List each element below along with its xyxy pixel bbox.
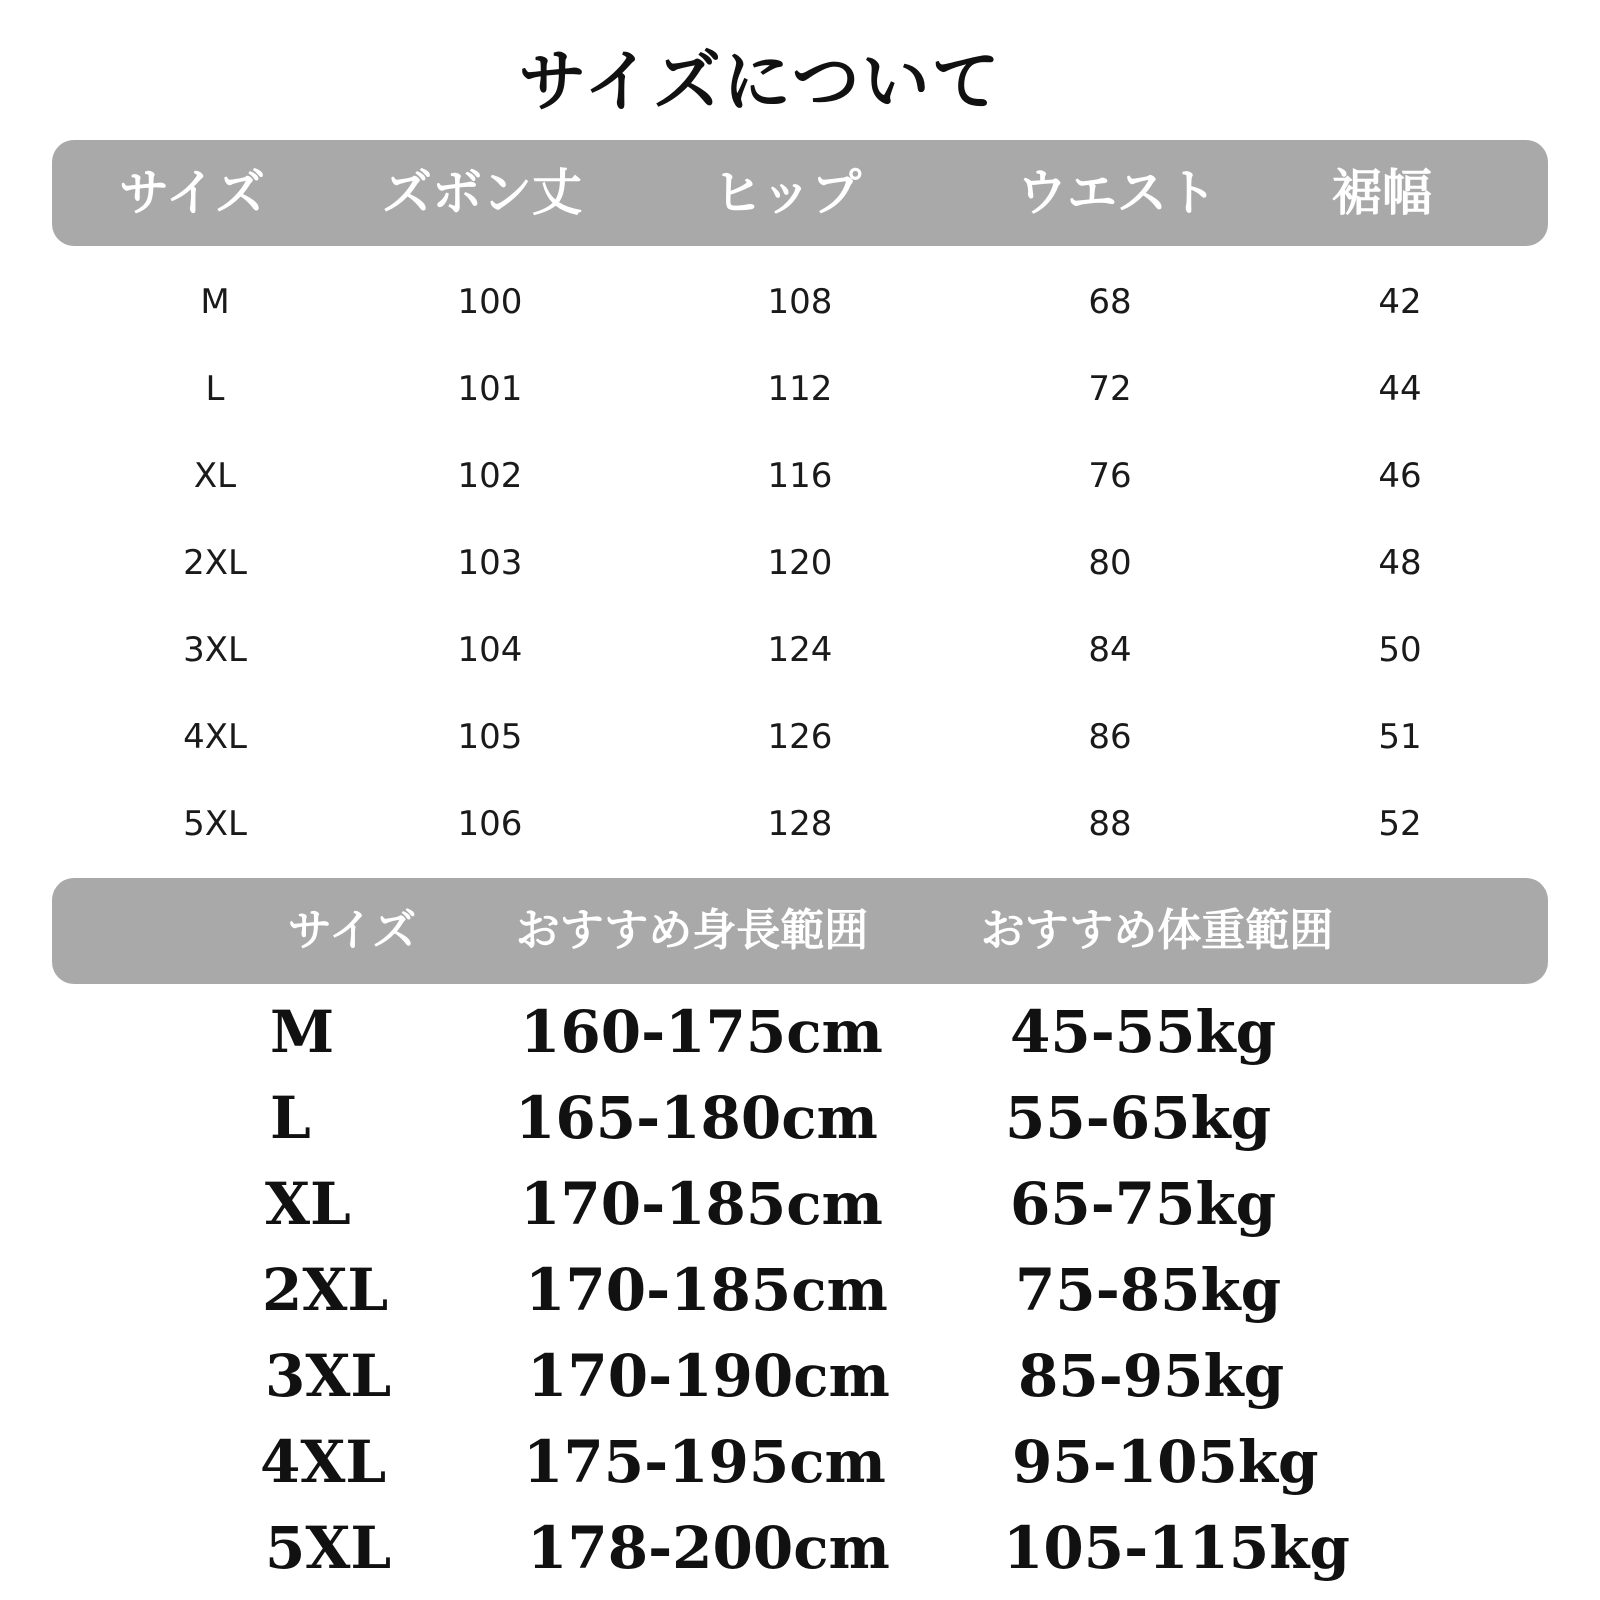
cell-hip: 116 <box>767 456 833 496</box>
header-recommended-height: おすすめ身長範囲 <box>515 905 869 956</box>
cell-hip: 108 <box>767 282 833 322</box>
measure-row <box>0 272 1600 332</box>
cell-hem-width: 44 <box>1378 369 1422 409</box>
cell-size: 4XL <box>183 717 247 757</box>
recommend-row <box>0 1078 1600 1158</box>
cell-weight-range: 85-95kg <box>1018 1342 1285 1410</box>
cell-size: M <box>270 998 335 1066</box>
cell-pants-length: 104 <box>457 630 523 670</box>
cell-hip: 128 <box>767 804 833 844</box>
cell-hip: 112 <box>767 369 833 409</box>
cell-size: XL <box>265 1170 351 1238</box>
cell-weight-range: 55-65kg <box>1005 1084 1272 1152</box>
cell-hem-width: 46 <box>1378 456 1422 496</box>
cell-pants-length: 102 <box>457 456 523 496</box>
header-size: サイズ <box>287 905 417 956</box>
cell-waist: 86 <box>1088 717 1132 757</box>
recommend-row <box>0 1336 1600 1416</box>
cell-height-range: 165-180cm <box>515 1084 878 1152</box>
cell-size: 5XL <box>265 1514 392 1582</box>
cell-size: L <box>205 369 225 409</box>
cell-pants-length: 101 <box>457 369 523 409</box>
header-waist: ウエスト <box>1017 163 1217 222</box>
cell-height-range: 170-185cm <box>525 1256 888 1324</box>
recommend-row <box>0 1164 1600 1244</box>
cell-hem-width: 50 <box>1378 630 1422 670</box>
recommend-table-header <box>52 878 1548 984</box>
cell-size: M <box>200 282 230 322</box>
header-pants-length: ズボン丈 <box>382 163 582 222</box>
cell-weight-range: 105-115kg <box>1003 1514 1350 1582</box>
cell-waist: 84 <box>1088 630 1132 670</box>
recommend-row <box>0 992 1600 1072</box>
recommend-row <box>0 1422 1600 1502</box>
cell-pants-length: 100 <box>457 282 523 322</box>
cell-size: 2XL <box>262 1256 389 1324</box>
cell-waist: 76 <box>1088 456 1132 496</box>
cell-size: 2XL <box>183 543 247 583</box>
cell-pants-length: 105 <box>457 717 523 757</box>
header-recommended-weight: おすすめ体重範囲 <box>980 905 1334 956</box>
cell-waist: 72 <box>1088 369 1132 409</box>
cell-weight-range: 95-105kg <box>1012 1428 1319 1496</box>
cell-waist: 68 <box>1088 282 1132 322</box>
cell-weight-range: 45-55kg <box>1010 998 1277 1066</box>
measure-row <box>0 620 1600 680</box>
header-size: サイズ <box>119 163 265 222</box>
cell-size: XL <box>193 456 237 496</box>
cell-waist: 88 <box>1088 804 1132 844</box>
page-title: サイズについて <box>518 42 1002 122</box>
cell-height-range: 170-190cm <box>527 1342 890 1410</box>
cell-hip: 120 <box>767 543 833 583</box>
cell-size: 5XL <box>183 804 247 844</box>
cell-pants-length: 106 <box>457 804 523 844</box>
cell-hip: 126 <box>767 717 833 757</box>
cell-waist: 80 <box>1088 543 1132 583</box>
cell-hem-width: 51 <box>1378 717 1422 757</box>
cell-size: 3XL <box>265 1342 392 1410</box>
cell-weight-range: 75-85kg <box>1015 1256 1282 1324</box>
cell-hem-width: 48 <box>1378 543 1422 583</box>
cell-hip: 124 <box>767 630 833 670</box>
measure-row <box>0 794 1600 854</box>
recommend-row <box>0 1250 1600 1330</box>
cell-weight-range: 65-75kg <box>1010 1170 1277 1238</box>
cell-height-range: 170-185cm <box>520 1170 883 1238</box>
measure-row <box>0 707 1600 767</box>
header-hem-width: 裾幅 <box>1332 163 1432 222</box>
cell-size: 4XL <box>260 1428 387 1496</box>
cell-height-range: 175-195cm <box>523 1428 886 1496</box>
cell-pants-length: 103 <box>457 543 523 583</box>
header-hip: ヒップ <box>712 163 862 222</box>
measure-table-header <box>52 140 1548 246</box>
measure-row <box>0 533 1600 593</box>
cell-size: 3XL <box>183 630 247 670</box>
measure-row <box>0 446 1600 506</box>
cell-height-range: 178-200cm <box>527 1514 890 1582</box>
cell-size: L <box>270 1084 311 1152</box>
cell-hem-width: 52 <box>1378 804 1422 844</box>
recommend-row <box>0 1508 1600 1588</box>
cell-height-range: 160-175cm <box>520 998 883 1066</box>
measure-row <box>0 359 1600 419</box>
cell-hem-width: 42 <box>1378 282 1422 322</box>
